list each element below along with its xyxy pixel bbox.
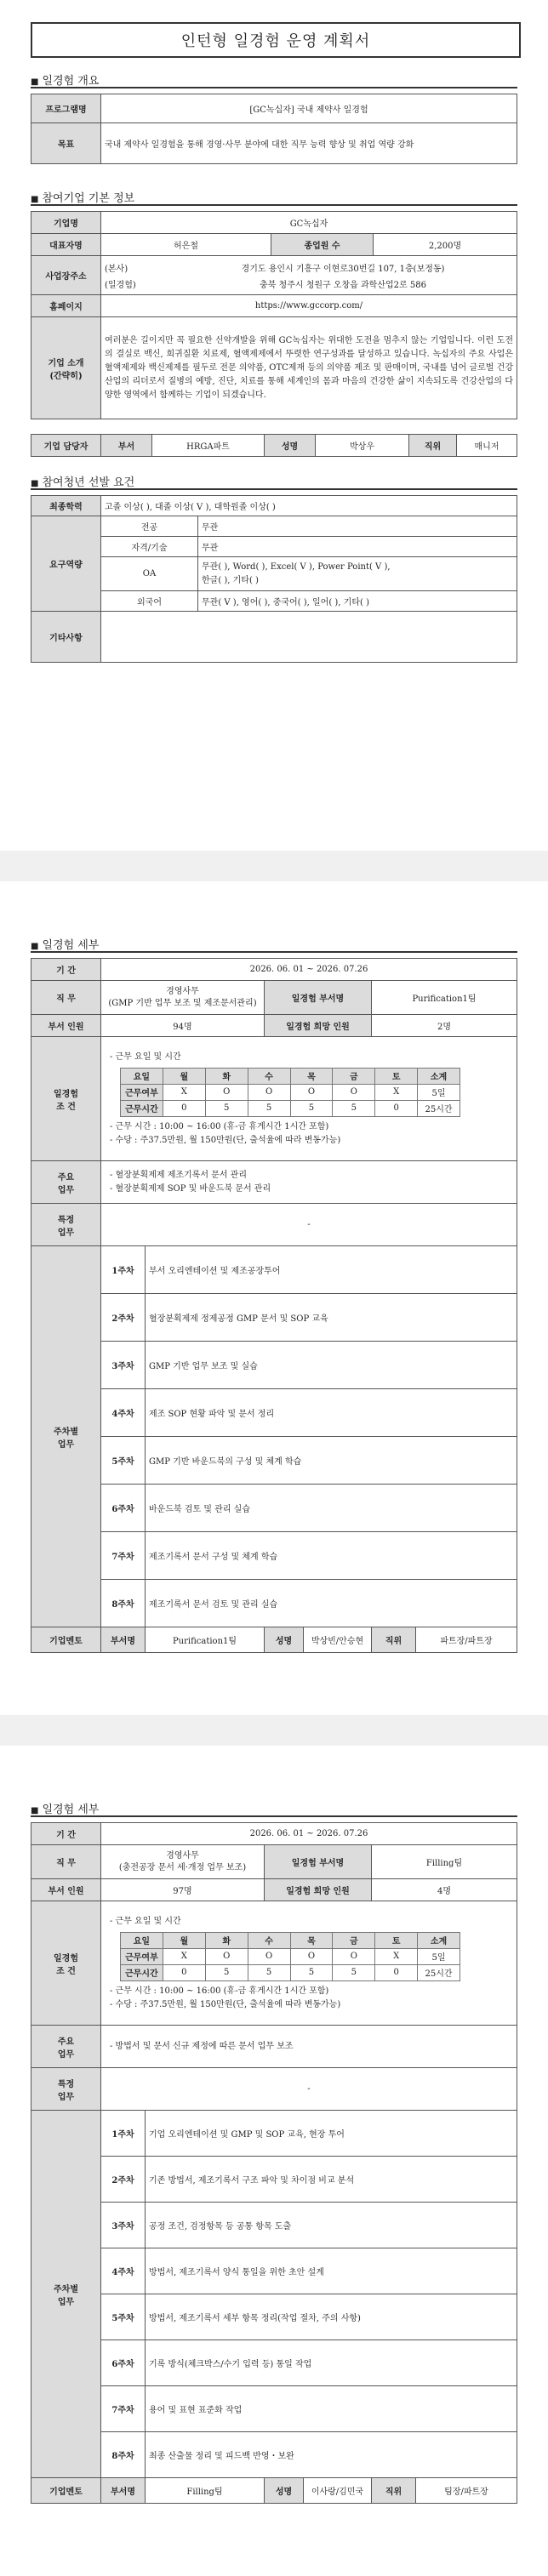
contact-name-value: 박상우 bbox=[316, 435, 409, 457]
staff-value: 97명 bbox=[101, 1879, 265, 1901]
week-task: 공정 조건, 검정항목 등 공통 항목 도출 bbox=[146, 2203, 517, 2248]
work-cell: O bbox=[205, 1948, 248, 1964]
intro-label: 기업 소개 (간략히) bbox=[31, 317, 101, 419]
section-plan-heading bbox=[31, 1800, 99, 1816]
week-task: GMP 기반 바운드북의 구성 및 체계 학습 bbox=[146, 1437, 517, 1485]
period-label: 기 간 bbox=[31, 959, 101, 981]
site-tag: (일경험) bbox=[105, 280, 136, 290]
document-title: 인턴형 일경험 운영 계획서 bbox=[31, 22, 521, 58]
mentor-name-value: 이사랑/김민국 bbox=[304, 2478, 372, 2504]
work-cell: X bbox=[375, 1948, 418, 1964]
week-number: 8주차 bbox=[101, 1580, 146, 1627]
work-cell: X bbox=[163, 1084, 205, 1100]
program-value: [GC녹십자] 국내 제약사 일경험 bbox=[101, 94, 517, 123]
hour-cell: 0 bbox=[163, 1100, 205, 1116]
ceo-value: 허은철 bbox=[101, 234, 271, 256]
skill-label: 자격/기술 bbox=[101, 537, 198, 557]
week-number: 1주차 bbox=[101, 1246, 146, 1294]
week-task: 방법서, 제조기록서 양식 통일을 위한 초안 설계 bbox=[146, 2248, 517, 2294]
major-label: 전공 bbox=[101, 516, 198, 537]
contact-table bbox=[31, 434, 517, 457]
main-value: - 혈장분획제제 제조기록서 문서 관리 - 혈장분획제제 SOP 및 바운드북 문서 관리 bbox=[101, 1161, 517, 1204]
day-header: 요일 bbox=[121, 1932, 163, 1948]
section-divider bbox=[31, 1815, 517, 1817]
hour-cell: 0 bbox=[375, 1964, 418, 1980]
cond-cell bbox=[101, 1901, 517, 2026]
day-header: 화 bbox=[205, 1932, 248, 1948]
work-cell: O bbox=[290, 1948, 333, 1964]
week-task: 최종 산출물 정리 및 피드백 반영・보완 bbox=[146, 2432, 517, 2478]
week-number: 7주차 bbox=[101, 1532, 146, 1580]
weekly-label: 주차별 업무 bbox=[31, 2111, 101, 2478]
mentor-title-value: 파트장/파트장 bbox=[416, 1627, 517, 1653]
hour-cell: 근무시간 bbox=[121, 1100, 163, 1116]
day-header: 수 bbox=[248, 1068, 290, 1084]
day-header: 월 bbox=[163, 1068, 205, 1084]
work-cell: 5일 bbox=[418, 1948, 460, 1964]
contact-dept-value: HRGA파트 bbox=[152, 435, 265, 457]
lang-label: 외국어 bbox=[101, 591, 198, 612]
contact-dept-label: 부서 bbox=[101, 435, 152, 457]
ceo-label: 대표자명 bbox=[31, 234, 101, 256]
mentor-dept-value: Purification1팀 bbox=[146, 1627, 265, 1653]
want-label: 일경험 희망 인원 bbox=[265, 1879, 372, 1901]
section-plan-heading bbox=[31, 936, 99, 952]
hour-cell: 0 bbox=[375, 1100, 418, 1116]
oa-label: OA bbox=[101, 557, 198, 591]
work-cell: 근무여부 bbox=[121, 1084, 163, 1100]
contact-name-label: 성명 bbox=[265, 435, 316, 457]
schedule-table bbox=[120, 1932, 460, 1981]
address-value bbox=[101, 256, 517, 295]
sheet-1 bbox=[0, 0, 548, 851]
week-number: 7주차 bbox=[101, 2386, 146, 2432]
staff-value: 94명 bbox=[101, 1015, 265, 1037]
cond-pay: - 수당 : 주37.5만원, 월 150만원(단, 출석율에 따라 변동가능) bbox=[110, 1999, 341, 2009]
special-value: - bbox=[101, 2068, 517, 2111]
period-value: 2026. 06. 01 ~ 2026. 07.26 bbox=[101, 1823, 517, 1845]
week-number: 3주차 bbox=[101, 2203, 146, 2248]
work-cell: O bbox=[248, 1084, 290, 1100]
section-company-title: 참여기업 기본 정보 bbox=[42, 192, 135, 205]
dept-value: Filling팀 bbox=[372, 1845, 517, 1879]
sheet-2 bbox=[0, 881, 548, 1715]
work-cell: 5일 bbox=[418, 1084, 460, 1100]
edu-label: 최종학력 bbox=[31, 496, 101, 516]
square-bullet-icon: ■ bbox=[31, 1806, 39, 1815]
week-number: 6주차 bbox=[101, 2340, 146, 2386]
special-value: - bbox=[101, 1204, 517, 1246]
requirements-table bbox=[31, 495, 517, 663]
mentor-dept-value: Filling팀 bbox=[146, 2478, 265, 2504]
cond-intro: - 근무 요일 및 시간 bbox=[110, 1916, 181, 1926]
work-cell: 근무여부 bbox=[121, 1948, 163, 1964]
week-task: 부서 오리엔테이션 및 제조공장투어 bbox=[146, 1246, 517, 1294]
cond-label: 일경험 조 건 bbox=[31, 1901, 101, 2026]
cond-label: 일경험 조 건 bbox=[31, 1037, 101, 1161]
dept-label: 일경험 부서명 bbox=[265, 1845, 372, 1879]
day-header: 금 bbox=[333, 1932, 375, 1948]
company-value: GC녹십자 bbox=[101, 212, 517, 234]
hour-cell: 5 bbox=[248, 1964, 290, 1980]
staff-label: 부서 인원 bbox=[31, 1879, 101, 1901]
major-value: 무관 bbox=[198, 516, 517, 537]
week-task: 기록 방식(체크박스/수기 입력 등) 통일 작업 bbox=[146, 2340, 517, 2386]
employees-value: 2,200명 bbox=[374, 234, 517, 256]
hour-cell: 25시간 bbox=[418, 1964, 460, 1980]
want-value: 4명 bbox=[372, 1879, 517, 1901]
etc-value bbox=[101, 612, 517, 663]
special-label: 특정 업무 bbox=[31, 2068, 101, 2111]
week-task: 방법서, 제조기록서 세부 항목 정리(작업 절차, 주의 사항) bbox=[146, 2294, 517, 2340]
skill-value: 무관 bbox=[198, 537, 517, 557]
oa-value: 무관( ), Word( ), Excel( V ), Power Point( V ), 한글( ), 기타( ) bbox=[198, 557, 517, 591]
week-task: 바운드북 검토 및 관리 실습 bbox=[146, 1485, 517, 1532]
week-task: 기업 오리엔테이션 및 GMP 및 SOP 교육, 현장 투어 bbox=[146, 2111, 517, 2157]
intro-value: 여러분은 길이지만 꼭 필요한 신약개발을 위해 GC녹십자는 위대한 도전을 멈추지 않는 기업입니다. 이런 도전의 결실로 백신, 희귀질환 치료제, 혈액제제에서 뚜렷한 연구성과를 달성하고 있습니다. 녹십자의 주요 사업은 혈액제제와 백신제제를 필두로 전문 의약품, OTC제재 등의 의약품 제조 및 판매이며, 국내를 넘어 글로벌 건강산업의 리더로서 질병의 예방, 진단, 치료를 통해 세계인의 몸과 마음의 건강한 삶이 지속되도록 건강산업의 다양한 영역에서 함께하는 기업이 되겠습니다. bbox=[101, 317, 517, 419]
day-header: 화 bbox=[205, 1068, 248, 1084]
square-bullet-icon: ■ bbox=[31, 942, 39, 951]
etc-label: 기타사항 bbox=[31, 612, 101, 663]
hour-cell: 5 bbox=[248, 1100, 290, 1116]
week-number: 6주차 bbox=[101, 1485, 146, 1532]
homepage-link[interactable]: https://www.gccorp.com/ bbox=[101, 295, 517, 317]
company-label: 기업명 bbox=[31, 212, 101, 234]
weekly-label: 주차별 업무 bbox=[31, 1246, 101, 1627]
work-cell: O bbox=[333, 1948, 375, 1964]
mentor-title-label: 직위 bbox=[372, 1627, 416, 1653]
day-header: 목 bbox=[290, 1932, 333, 1948]
hour-cell: 0 bbox=[163, 1964, 205, 1980]
week-number: 2주차 bbox=[101, 1294, 146, 1342]
contact-title-label: 직위 bbox=[409, 435, 457, 457]
address-label: 사업장주소 bbox=[31, 256, 101, 295]
section-divider bbox=[31, 204, 517, 206]
main-label: 주요 업무 bbox=[31, 1161, 101, 1204]
plan-table-2 bbox=[31, 1822, 517, 2504]
section-plan-title: 일경험 세부 bbox=[42, 1804, 100, 1816]
hour-cell: 5 bbox=[205, 1964, 248, 1980]
program-label: 프로그램명 bbox=[31, 94, 101, 123]
square-bullet-icon: ■ bbox=[31, 195, 39, 204]
week-task: 용어 및 표현 표준화 작업 bbox=[146, 2386, 517, 2432]
dept-label: 일경험 부서명 bbox=[265, 981, 372, 1015]
staff-label: 부서 인원 bbox=[31, 1015, 101, 1037]
main-label: 주요 업무 bbox=[31, 2026, 101, 2068]
hour-cell: 5 bbox=[205, 1100, 248, 1116]
square-bullet-icon: ■ bbox=[31, 479, 39, 488]
week-number: 4주차 bbox=[101, 2248, 146, 2294]
period-value: 2026. 06. 01 ~ 2026. 07.26 bbox=[101, 959, 517, 981]
plan-table-1 bbox=[31, 958, 517, 1653]
hour-cell: 5 bbox=[290, 1100, 333, 1116]
cond-time: - 근무 시간 : 10:00 ~ 16:00 (휴-금 휴게시간 1시간 포함) bbox=[110, 1986, 329, 1996]
mentor-name-label: 성명 bbox=[265, 2478, 304, 2504]
edu-value: 고졸 이상( ), 대졸 이상( V ), 대학원졸 이상( ) bbox=[101, 496, 517, 516]
duty-label: 직 무 bbox=[31, 981, 101, 1015]
week-task: 기존 방법서, 제조기록서 구조 파악 및 차이점 비교 분석 bbox=[146, 2157, 517, 2203]
square-bullet-icon: ■ bbox=[31, 77, 39, 87]
day-header: 목 bbox=[290, 1068, 333, 1084]
work-cell: O bbox=[248, 1948, 290, 1964]
contact-label: 기업 담당자 bbox=[31, 435, 101, 457]
day-header: 금 bbox=[333, 1068, 375, 1084]
req-label: 요구역량 bbox=[31, 516, 101, 612]
hour-cell: 25시간 bbox=[418, 1100, 460, 1116]
contact-title-value: 매니저 bbox=[457, 435, 517, 457]
week-number: 5주차 bbox=[101, 2294, 146, 2340]
goal-label: 목표 bbox=[31, 123, 101, 164]
cond-intro: - 근무 요일 및 시간 bbox=[110, 1051, 181, 1062]
company-table bbox=[31, 211, 517, 419]
duty-label: 직 무 bbox=[31, 1845, 101, 1879]
week-number: 2주차 bbox=[101, 2157, 146, 2203]
mentor-title-value: 팀장/파트장 bbox=[416, 2478, 517, 2504]
week-number: 8주차 bbox=[101, 2432, 146, 2478]
lang-value: 무관( V ), 영어( ), 중국어( ), 일어( ), 기타( ) bbox=[198, 591, 517, 612]
mentor-title-label: 직위 bbox=[372, 2478, 416, 2504]
week-number: 3주차 bbox=[101, 1342, 146, 1389]
employees-label: 종업원 수 bbox=[271, 234, 374, 256]
day-header: 소계 bbox=[418, 1068, 460, 1084]
special-label: 특정 업무 bbox=[31, 1204, 101, 1246]
hq-address: 경기도 용인시 기흥구 이현로30번길 107, 1층(보정동) bbox=[241, 264, 445, 274]
week-task: 혈장분획제제 정제공정 GMP 문서 및 SOP 교육 bbox=[146, 1294, 517, 1342]
day-header: 월 bbox=[163, 1932, 205, 1948]
hour-cell: 근무시간 bbox=[121, 1964, 163, 1980]
work-cell: X bbox=[163, 1948, 205, 1964]
work-cell: O bbox=[333, 1084, 375, 1100]
day-header: 토 bbox=[375, 1932, 418, 1948]
day-header: 수 bbox=[248, 1932, 290, 1948]
week-number: 1주차 bbox=[101, 2111, 146, 2157]
page-gap bbox=[0, 851, 548, 881]
section-overview-heading bbox=[31, 71, 99, 88]
section-divider bbox=[31, 87, 517, 88]
schedule-table bbox=[120, 1068, 460, 1117]
want-label: 일경험 희망 인원 bbox=[265, 1015, 372, 1037]
cond-time: - 근무 시간 : 10:00 ~ 16:00 (휴-금 휴게시간 1시간 포함) bbox=[110, 1121, 329, 1131]
section-requirements-title: 참여청년 선발 요건 bbox=[42, 476, 135, 489]
duty-value: 경영사무 (GMP 기반 업무 보조 및 제조문서관리) bbox=[101, 981, 265, 1015]
mentor-dept-label: 부서명 bbox=[101, 2478, 146, 2504]
section-divider bbox=[31, 951, 517, 953]
day-header: 토 bbox=[375, 1068, 418, 1084]
section-overview-title: 일경험 개요 bbox=[42, 75, 100, 88]
homepage-label: 홈페이지 bbox=[31, 295, 101, 317]
cond-cell bbox=[101, 1037, 517, 1161]
hour-cell: 5 bbox=[333, 1100, 375, 1116]
week-number: 5주차 bbox=[101, 1437, 146, 1485]
section-company-heading bbox=[31, 189, 134, 205]
sheet-3 bbox=[0, 1746, 548, 2576]
mentor-name-value: 박상빈/안승현 bbox=[304, 1627, 372, 1653]
main-value: - 방법서 및 문서 신규 제정에 따른 문서 업무 보조 bbox=[101, 2026, 517, 2068]
site-address: 충북 청주시 청원구 오창읍 과학산업2로 586 bbox=[260, 280, 426, 290]
section-divider bbox=[31, 488, 517, 490]
period-label: 기 간 bbox=[31, 1823, 101, 1845]
want-value: 2명 bbox=[372, 1015, 517, 1037]
hour-cell: 5 bbox=[333, 1964, 375, 1980]
day-header: 요일 bbox=[121, 1068, 163, 1084]
overview-table bbox=[31, 94, 517, 164]
goal-value: 국내 제약사 일경험을 통해 경영·사무 분야에 대한 직무 능력 향상 및 취업 역량 강화 bbox=[101, 123, 517, 164]
hq-tag: (본사) bbox=[105, 264, 128, 274]
work-cell: O bbox=[205, 1084, 248, 1100]
day-header: 소계 bbox=[418, 1932, 460, 1948]
hour-cell: 5 bbox=[290, 1964, 333, 1980]
week-task: 제조기록서 문서 구성 및 체계 학습 bbox=[146, 1532, 517, 1580]
mentor-label: 기업멘토 bbox=[31, 1627, 101, 1653]
mentor-name-label: 성명 bbox=[265, 1627, 304, 1653]
mentor-dept-label: 부서명 bbox=[101, 1627, 146, 1653]
dept-value: Purification1팀 bbox=[372, 981, 517, 1015]
page-gap bbox=[0, 1715, 548, 1746]
week-task: 제조기록서 문서 검토 및 관리 실습 bbox=[146, 1580, 517, 1627]
cond-pay: - 수당 : 주37.5만원, 월 150만원(단, 출석율에 따라 변동가능) bbox=[110, 1135, 341, 1145]
mentor-label: 기업멘토 bbox=[31, 2478, 101, 2504]
week-number: 4주차 bbox=[101, 1389, 146, 1437]
section-plan-title: 일경험 세부 bbox=[42, 939, 100, 952]
work-cell: O bbox=[290, 1084, 333, 1100]
week-task: GMP 기반 업무 보조 및 실습 bbox=[146, 1342, 517, 1389]
work-cell: X bbox=[375, 1084, 418, 1100]
duty-value: 경영사무 (충전공장 문서 세·개정 업무 보조) bbox=[101, 1845, 265, 1879]
week-task: 제조 SOP 현황 파악 및 문서 정리 bbox=[146, 1389, 517, 1437]
section-requirements-heading bbox=[31, 473, 134, 489]
